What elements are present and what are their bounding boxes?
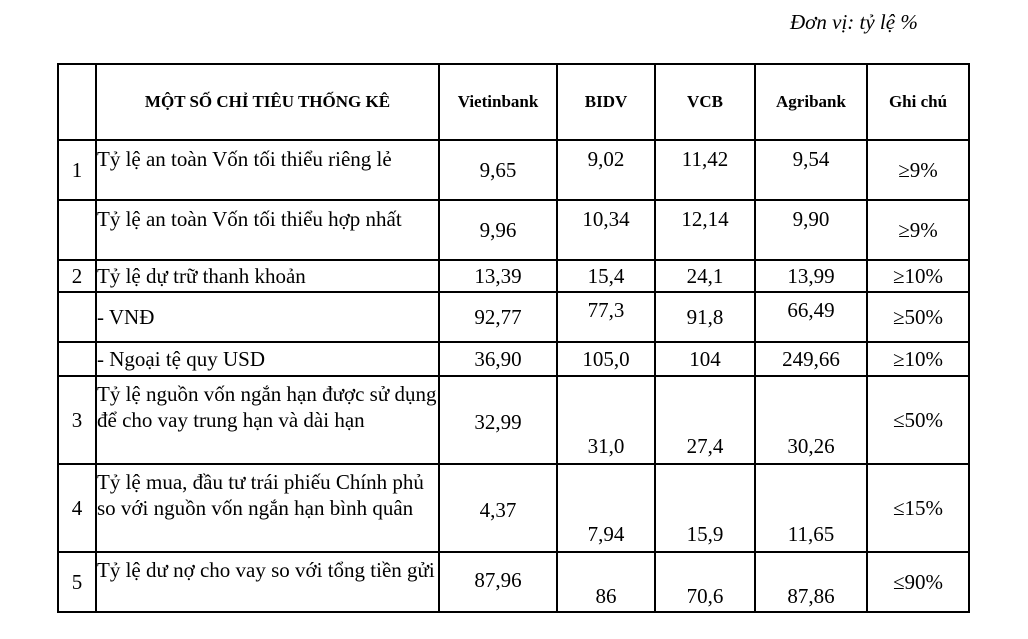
table-row [58, 464, 969, 552]
cell-vietinbank: 9,65 [439, 140, 557, 200]
cell-vcb: 104 [655, 342, 755, 376]
cell-vcb: 12,14 [655, 200, 755, 260]
row-index: 5 [58, 552, 96, 612]
cell-agribank: 30,26 [755, 376, 867, 464]
cell-note: ≤90% [867, 552, 969, 612]
cell-vietinbank: 32,99 [439, 376, 557, 464]
cell-vietinbank: 36,90 [439, 342, 557, 376]
cell-agribank: 66,49 [755, 292, 867, 342]
cell-vcb: 15,9 [655, 464, 755, 552]
header-index [58, 64, 96, 140]
table-row [58, 140, 969, 200]
header-vietinbank: Vietinbank [439, 64, 557, 140]
cell-vcb: 24,1 [655, 260, 755, 292]
cell-bidv: 31,0 [557, 376, 655, 464]
cell-note: ≥9% [867, 140, 969, 200]
row-index: 4 [58, 464, 96, 552]
row-index [58, 200, 96, 260]
cell-agribank: 87,86 [755, 552, 867, 612]
cell-note: ≤50% [867, 376, 969, 464]
table-row [58, 342, 969, 376]
cell-bidv: 105,0 [557, 342, 655, 376]
row-label: Tỷ lệ an toàn Vốn tối thiểu riêng lẻ [96, 140, 439, 200]
header-row [58, 64, 969, 140]
statistics-table [57, 63, 970, 613]
cell-vietinbank: 92,77 [439, 292, 557, 342]
row-label: Tỷ lệ mua, đầu tư trái phiếu Chính phủ so với nguồn vốn ngắn hạn bình quân [96, 464, 439, 552]
table-row [58, 376, 969, 464]
cell-vietinbank: 87,96 [439, 552, 557, 612]
unit-note: Đơn vị: tỷ lệ % [790, 10, 918, 34]
row-label: - VNĐ [96, 292, 439, 342]
row-label: Tỷ lệ dự trữ thanh khoản [96, 260, 439, 292]
header-agribank: Agribank [755, 64, 867, 140]
row-label: Tỷ lệ dư nợ cho vay so với tổng tiền gửi [96, 552, 439, 612]
cell-vietinbank: 4,37 [439, 464, 557, 552]
header-vcb: VCB [655, 64, 755, 140]
cell-vcb: 70,6 [655, 552, 755, 612]
header-bidv: BIDV [557, 64, 655, 140]
cell-vietinbank: 13,39 [439, 260, 557, 292]
cell-bidv: 15,4 [557, 260, 655, 292]
row-index [58, 292, 96, 342]
row-label: Tỷ lệ an toàn Vốn tối thiểu hợp nhất [96, 200, 439, 260]
header-note: Ghi chú [867, 64, 969, 140]
cell-agribank: 9,90 [755, 200, 867, 260]
row-label: - Ngoại tệ quy USD [96, 342, 439, 376]
cell-bidv: 10,34 [557, 200, 655, 260]
row-label: Tỷ lệ nguồn vốn ngắn hạn được sử dụng để cho vay trung hạn và dài hạn [96, 376, 439, 464]
cell-bidv: 86 [557, 552, 655, 612]
table-row [58, 292, 969, 342]
cell-vcb: 91,8 [655, 292, 755, 342]
cell-note: ≤15% [867, 464, 969, 552]
row-index: 2 [58, 260, 96, 292]
table-row [58, 260, 969, 292]
cell-note: ≥10% [867, 342, 969, 376]
cell-agribank: 11,65 [755, 464, 867, 552]
table-row [58, 552, 969, 612]
cell-bidv: 77,3 [557, 292, 655, 342]
cell-bidv: 7,94 [557, 464, 655, 552]
row-index: 1 [58, 140, 96, 200]
cell-agribank: 249,66 [755, 342, 867, 376]
cell-note: ≥50% [867, 292, 969, 342]
row-index: 3 [58, 376, 96, 464]
cell-note: ≥9% [867, 200, 969, 260]
cell-vcb: 27,4 [655, 376, 755, 464]
row-index [58, 342, 96, 376]
table-row [58, 200, 969, 260]
cell-agribank: 13,99 [755, 260, 867, 292]
cell-agribank: 9,54 [755, 140, 867, 200]
cell-vietinbank: 9,96 [439, 200, 557, 260]
header-title: MỘT SỐ CHỈ TIÊU THỐNG KÊ [96, 64, 439, 140]
cell-note: ≥10% [867, 260, 969, 292]
cell-vcb: 11,42 [655, 140, 755, 200]
cell-bidv: 9,02 [557, 140, 655, 200]
